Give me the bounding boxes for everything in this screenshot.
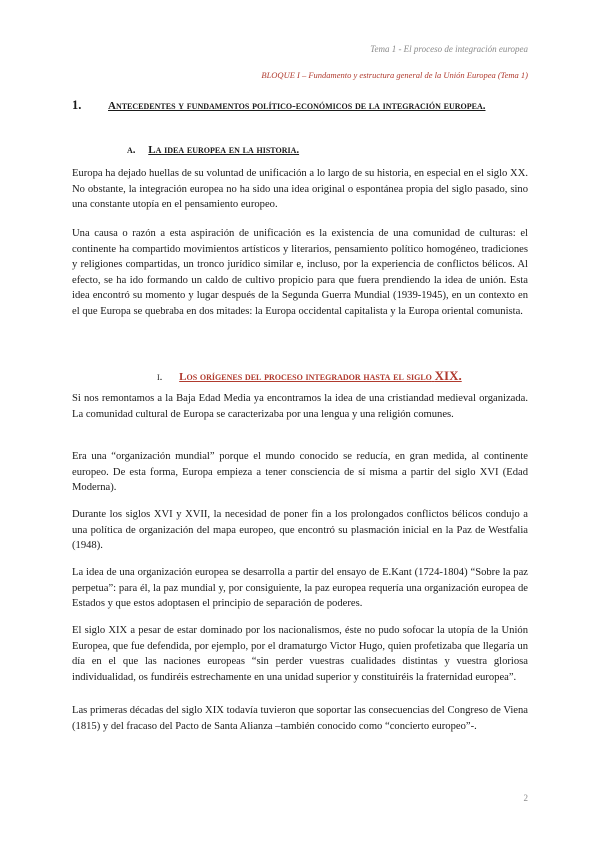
subsection-a-heading xyxy=(127,144,299,156)
paragraph-i-3: Durante los siglos XVI y XVII, la necesidad de poner fin a los prolongados conflictos bélicos condujo a una política de organización del mapa europeo, que encontró su plasmación inicial en la Paz de Westfalia (1948). xyxy=(72,509,528,552)
paragraph-i-6: Las primeras décadas del siglo XIX todavía tuvieron que soportar las consecuencias del Congreso de Viena (1815) y del fracaso del Pacto de Santa Alianza –también conocido como “concierto europeo”-. xyxy=(72,705,528,732)
header-block: BLOQUE I – Fundamento y estructura general de la Unión Europea (Tema 1) xyxy=(261,70,528,80)
subsection-i-heading xyxy=(157,368,462,384)
subsection-i-title: Los orígenes del proceso integrador hasta el siglo xyxy=(179,371,432,383)
page-number: 2 xyxy=(523,793,528,803)
paragraph-a-2: Una causa o razón a esta aspiración de unificación es la existencia de una comunidad de culturas: el continente ha compartido movimientos artísticos y literarios, pensamiento político homogéneo, tradiciones y religiones compartidas, un tronco jurídico similar e, incluso, por la experiencia de conflictos bélicos. Al efecto, se ha ido formando un caldo de cultivo propicio para que fuera prendiendo la idea de unión. Esta idea encontró su momento y lugar después de la Segunda Guerra Mundial (1939-1945), en un contexto en el que Europa se quebraba en dos mitades: la Europa occidental capitalista y la Europa oriental comunista. xyxy=(72,228,528,317)
paragraph-a-1: Europa ha dejado huellas de su voluntad de unificación a lo largo de su historia, en especial en el siglo XX. No obstante, la integración europea no ha sido una idea original o espontánea propia del siglo pasado, sino una constante utopía en el pensamiento europeo. xyxy=(72,168,528,211)
paragraph-i-2: Era una “organización mundial” porque el mundo conocido se reducía, en gran medida, al continente europeo. De esta forma, Europa empieza a tener consciencia de sí misma a partir del siglo XVI (Edad Moderna). xyxy=(72,451,528,494)
subsection-a-title: La idea europea en la historia. xyxy=(148,144,300,156)
subsection-i-title-end: XIX. xyxy=(434,368,462,383)
paragraph-i-4: La idea de una organización europea se desarrolla a partir del ensayo de E.Kant (1724-1804) “Sobre la paz perpetua”: para él, la paz mundial y, por consiguiente, la paz europea requería una organización europea de Estados y que estos adoptasen el principio de separación de poderes. xyxy=(72,567,528,610)
paragraph-i-1: Si nos remontamos a la Baja Edad Media ya encontramos la idea de una cristiandad medieval organizada. La comunidad cultural de Europa se caracterizaba por una lengua y una religión comunes. xyxy=(72,393,528,420)
subsection-i-label: i. xyxy=(157,371,163,383)
section-title: Antecedentes y fundamentos político-económicos de la integración europea. xyxy=(108,100,486,112)
section-number: 1. xyxy=(72,98,82,112)
header-topic: Tema 1 - El proceso de integración europea xyxy=(370,44,528,54)
paragraph-i-5: El siglo XIX a pesar de estar dominado por los nacionalismos, éste no pudo sofocar la utopía de la Unión Europea, que fue defendida, por ejemplo, por el dramaturgo Victor Hugo, quien profetizaba que llegaría un día en el que las naciones europeas “sin perder vuestras cualidades distintas y vuestra gloriosa individualidad, os fundiréis estrechamente en una unidad superior y constituiréis la fraternidad europea”. xyxy=(72,625,528,683)
subsection-a-label: a. xyxy=(127,144,136,156)
